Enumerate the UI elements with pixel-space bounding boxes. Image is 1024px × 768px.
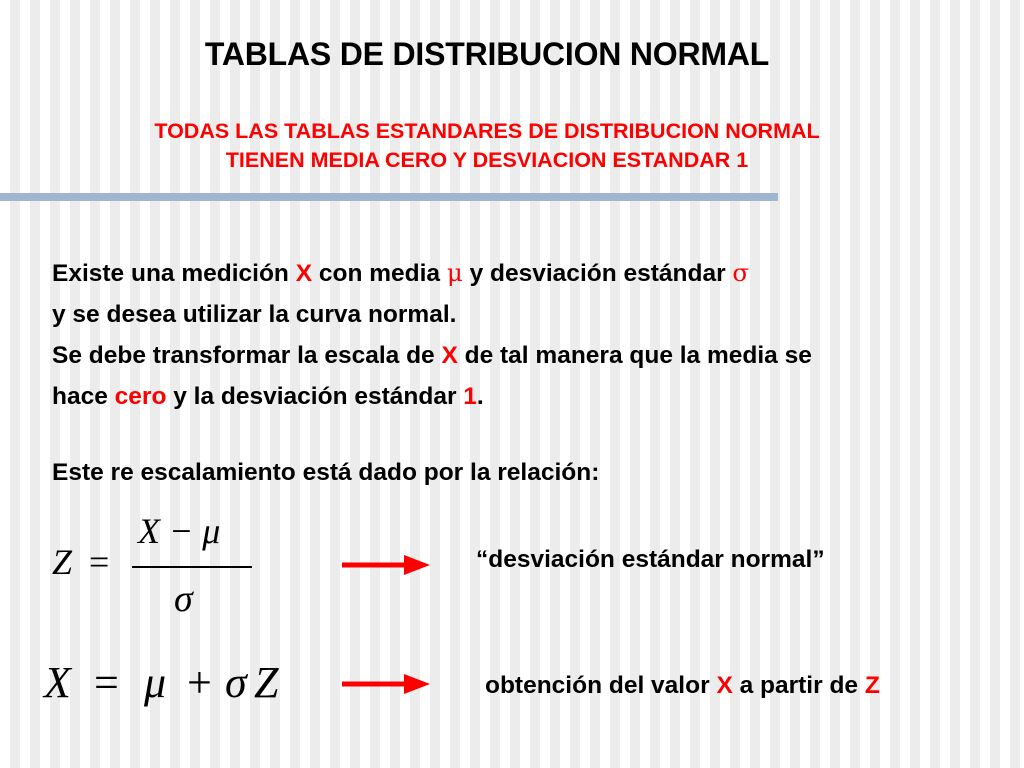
- formula2-caption: [485, 672, 880, 700]
- number-one: 1: [463, 383, 477, 410]
- formula1-equals: =: [89, 542, 110, 582]
- slide-title: TABLAS DE DISTRIBUCION NORMAL: [204, 36, 770, 72]
- text-run: de tal manera que la media se: [457, 342, 812, 369]
- formula2-mu: μ: [144, 658, 167, 707]
- divider-rule: [0, 193, 778, 201]
- text-run: a partir de: [732, 672, 865, 699]
- text-run: con media: [312, 260, 447, 287]
- variable-z: Z: [864, 672, 880, 699]
- text-run: Existe una medición: [52, 260, 296, 287]
- variable-x: X: [441, 342, 458, 369]
- relation-intro: Este re escalamiento está dado por la relación:: [52, 459, 600, 486]
- word-cero: cero: [114, 383, 167, 410]
- formula1-caption: “desviación estándar normal”: [476, 546, 825, 573]
- subtitle-line-1: TODAS LAS TABLAS ESTANDARES DE DISTRIBUCION NORMAL: [154, 119, 820, 143]
- fraction-bar: [132, 566, 252, 568]
- paragraph-line-2: y se desea utilizar la curva normal.: [52, 301, 457, 328]
- symbol-mu: μ: [446, 258, 463, 287]
- formula2-x: X: [44, 658, 71, 707]
- arrow-right-icon: [340, 671, 432, 697]
- formula2-sigma: σ: [225, 658, 247, 707]
- formula1-denominator: σ: [174, 578, 193, 620]
- paragraph-line-1: [52, 252, 1024, 294]
- subtitle-line-2: TIENEN MEDIA CERO Y DESVIACION ESTANDAR 1: [225, 148, 749, 172]
- text-run: y la desviación estándar: [166, 383, 464, 410]
- paragraph-line-3: [52, 335, 1024, 376]
- formula2-plus: +: [187, 658, 212, 707]
- text-run: Se debe transformar la escala de: [52, 342, 442, 369]
- text-run: hace: [52, 383, 115, 410]
- variable-x: X: [295, 260, 313, 287]
- variable-x: X: [716, 672, 733, 699]
- symbol-sigma: σ: [732, 258, 750, 287]
- paragraph-line-4: [52, 376, 1024, 417]
- formula2-z: Z: [254, 658, 279, 707]
- text-run: y desviación estándar: [462, 260, 733, 287]
- arrow-right-icon: [340, 552, 432, 578]
- text-run: .: [476, 383, 484, 410]
- formula1-lhs: Z: [52, 542, 73, 582]
- text-run: obtención del valor: [485, 672, 717, 699]
- slide-subtitle: [0, 117, 974, 175]
- formula2-equals: =: [94, 658, 119, 707]
- explanation-paragraph: [52, 252, 1024, 417]
- formula1-numerator: X − μ: [138, 511, 221, 551]
